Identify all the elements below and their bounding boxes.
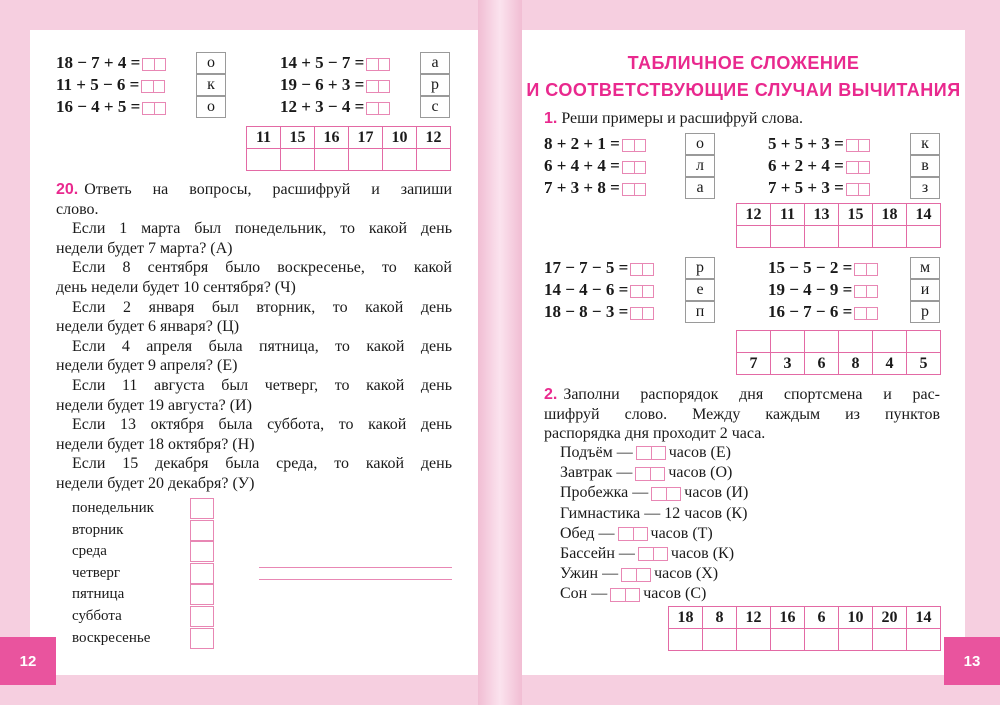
equation-text: 19 − 6 + 3 = [280,75,365,94]
code-cell: 17 [349,127,383,149]
equation-text: 14 − 4 − 6 = [544,280,629,299]
answer-box[interactable] [846,183,870,196]
equation [544,301,654,323]
equation [544,279,654,301]
schedule-item [560,504,747,524]
task-1-number: 1. [544,110,558,127]
equation-text: 16 − 4 + 5 = [56,97,141,116]
equation-text: 6 + 4 + 4 = [544,156,620,175]
code-answer-cell[interactable] [805,226,839,248]
code-cell: 11 [771,204,805,226]
code-answer-cell[interactable] [247,149,281,171]
equation-text: 16 − 7 − 6 = [768,302,853,321]
answer-box[interactable] [854,263,878,276]
task-20-line [72,258,452,278]
equation [280,74,390,96]
day-answer-box[interactable] [190,584,214,605]
day-label: пятница [72,586,125,603]
schedule-rest: часов (С) [643,585,707,603]
task-20-line [72,298,452,318]
answer-box[interactable] [630,285,654,298]
equation [768,177,870,199]
task-20-text: Если 1 марта был понедельник, то какой день [72,220,452,238]
answer-box[interactable] [630,263,654,276]
letter-box: о [196,96,226,118]
schedule-answer-box[interactable] [638,547,668,561]
code-cell: 18 [669,607,703,629]
letter-box: о [685,133,715,155]
code-cell: 14 [907,204,941,226]
answer-box[interactable] [141,80,165,93]
code-cell: 6 [805,353,839,375]
schedule-rest: часов (Е) [668,444,731,461]
code-answer-cell[interactable] [873,331,907,353]
schedule-answer-box[interactable] [610,588,640,602]
equation-text: 11 + 5 − 6 = [56,75,140,94]
day-label: вторник [72,521,124,538]
code-cell: 11 [247,127,281,149]
equation [280,96,390,118]
day-label: четверг [72,564,121,581]
code-cell: 16 [315,127,349,149]
code-answer-cell[interactable] [669,629,703,651]
task-20-text: недели будет 9 апреля? (Е) [56,357,238,375]
code-answer-cell[interactable] [737,331,771,353]
letter-box: к [910,133,940,155]
code-answer-cell[interactable] [703,629,737,651]
title-line-1: ТАБЛИЧНОЕ СЛОЖЕНИЕ [627,53,860,73]
equation-text: 17 − 7 − 5 = [544,258,629,277]
code-answer-cell[interactable] [737,226,771,248]
code-answer-cell[interactable] [873,629,907,651]
answer-box[interactable] [366,102,390,115]
letter-box: р [420,74,450,96]
task-20-text: Если 2 января был вторник, то какой день [72,298,452,316]
equation-text: 8 + 2 + 1 = [544,134,620,153]
answer-box[interactable] [366,58,390,71]
code-answer-cell[interactable] [771,331,805,353]
equation [768,301,878,323]
code-table-top [246,126,451,171]
schedule-rest: часов (К) [670,545,735,562]
schedule-answer-box[interactable] [636,446,666,460]
equation-text: 12 + 3 − 4 = [280,97,365,116]
title-line-2: И СООТВЕТСТВУЮЩИЕ СЛУЧАИ ВЫЧИТАНИЯ [526,80,961,100]
letter-box: с [420,96,450,118]
task-20-text: день недели будет 10 сентября? (Ч) [56,279,296,296]
day-answer-box[interactable] [190,606,214,627]
code-table-1 [736,203,941,248]
letter-box: а [420,52,450,74]
task-2-text: распорядка дня проходит 2 часа. [544,425,766,443]
schedule-answer-box[interactable] [618,527,648,541]
task-20-text: недели будет 20 декабря? (У) [56,475,255,492]
code-answer-cell[interactable] [839,629,873,651]
code-cell: 7 [737,353,771,375]
schedule-item [560,463,732,483]
equation [544,133,646,155]
code-answer-cell[interactable] [281,149,315,171]
equation [768,133,870,155]
task-20-line [72,219,452,239]
schedule-answer-box[interactable] [651,487,681,501]
task-20-line [56,180,452,200]
schedule-rest: часов (И) [684,484,749,502]
schedule-label: Пробежка — [560,484,649,502]
day-answer-box[interactable] [190,541,214,562]
code-answer-cell[interactable] [737,629,771,651]
code-cell: 15 [839,204,873,226]
answer-box[interactable] [854,307,878,320]
schedule-label: Ужин — [560,565,619,583]
answer-line [259,579,452,580]
equation-text: 14 + 5 − 7 = [280,53,365,72]
schedule-label: Гимнастика — 12 часов (К) [560,504,748,522]
code-answer-cell[interactable] [771,629,805,651]
book-spine [478,0,522,705]
equation [544,155,646,177]
day-label: среда [72,543,107,560]
task-20-line [72,337,452,357]
schedule-item [560,483,748,503]
schedule-item [560,443,731,463]
task-20-line [56,200,452,220]
day-answer-box[interactable] [190,498,214,519]
answer-box[interactable] [630,307,654,320]
equation [280,52,390,74]
equation [544,257,654,279]
task-20-text: Ответь на вопросы, расшифруй и запиши [84,181,452,198]
task-20-number: 20. [56,181,79,198]
task-2-number: 2. [544,386,558,403]
code-answer-cell[interactable] [907,226,941,248]
equation [768,279,878,301]
schedule-label: Подъём — [560,444,633,461]
task-20-line [56,317,452,337]
task-20-text: Если 13 октября была суббота, то какой день [72,416,452,434]
letter-box: к [196,74,226,96]
code-answer-cell[interactable] [839,331,873,353]
code-cell: 12 [737,204,771,226]
code-answer-cell[interactable] [315,149,349,171]
task-20-text: слово. [56,200,99,218]
equation [56,52,166,74]
answer-box[interactable] [854,285,878,298]
equation-text: 19 − 4 − 9 = [768,280,853,299]
code-answer-cell[interactable] [907,331,941,353]
letter-box: п [685,301,715,323]
code-cell: 8 [839,353,873,375]
letter-box: в [910,155,940,177]
code-answer-cell[interactable] [805,331,839,353]
task-20-line [72,376,452,396]
schedule-label: Бассейн — [560,545,635,562]
page-number-right: 13 [944,637,1000,685]
task-20-text: Если 4 апреля была пятница, то какой день [72,337,452,355]
equation [768,257,878,279]
task-20-text: Если 15 декабря была среда, то какой день [72,455,452,473]
code-answer-cell[interactable] [771,226,805,248]
equation-text: 15 − 5 − 2 = [768,258,853,277]
task-20-text: недели будет 6 января? (Ц) [56,318,240,336]
equation-text: 5 + 5 + 3 = [768,134,844,153]
letter-box: л [685,155,715,177]
equation-text: 6 + 2 + 4 = [768,156,844,175]
code-cell: 6 [805,607,839,629]
schedule-item [560,584,706,604]
task-20-text: Если 11 августа был четверг, то какой день [72,377,452,394]
code-answer-cell[interactable] [805,629,839,651]
task-20-line [56,474,452,494]
equation-text: 7 + 3 + 8 = [544,178,620,197]
schedule-answer-box[interactable] [635,467,665,481]
task-20-line [56,239,452,259]
task-20-text: Если 8 сентября было воскресенье, то какой [72,259,452,277]
letter-box: з [910,177,940,199]
code-cell: 12 [737,607,771,629]
code-answer-cell[interactable] [383,149,417,171]
task-20-line [56,435,452,455]
code-cell: 14 [907,607,941,629]
answer-box[interactable] [622,183,646,196]
task-2-line [544,385,940,405]
equation-text: 18 − 7 + 4 = [56,53,141,72]
schedule-rest: часов (Т) [650,524,713,542]
schedule-item [560,544,734,564]
task-20-line [56,396,452,416]
answer-box[interactable] [622,161,646,174]
code-cell: 3 [771,353,805,375]
schedule-rest: часов (О) [668,464,733,482]
day-answer-box[interactable] [190,520,214,541]
page-number-left: 12 [0,637,56,685]
schedule-item [560,564,718,584]
code-answer-cell[interactable] [839,226,873,248]
schedule-rest: часов (Х) [654,565,719,583]
equation [544,177,646,199]
code-cell: 15 [281,127,315,149]
equation-text: 18 − 8 − 3 = [544,302,629,321]
code-table-3 [668,606,941,651]
code-cell: 10 [383,127,417,149]
schedule-label: Завтрак — [560,464,633,482]
code-table-2 [736,330,941,375]
answer-box[interactable] [846,161,870,174]
task-2-text: Заполни распорядок дня спортсмена и рас- [563,386,940,403]
answer-box[interactable] [846,139,870,152]
equation [768,155,870,177]
letter-box: м [910,257,940,279]
task-20-line [56,278,452,298]
day-label: воскресенье [72,629,151,646]
code-cell: 20 [873,607,907,629]
schedule-label: Обед — [560,524,615,542]
task-20-line [72,415,452,435]
code-cell: 18 [873,204,907,226]
task-20-line [56,356,452,376]
code-cell: 4 [873,353,907,375]
code-answer-cell[interactable] [349,149,383,171]
code-answer-cell[interactable] [417,149,451,171]
task-20-line [72,454,452,474]
code-answer-cell[interactable] [873,226,907,248]
code-cell: 13 [805,204,839,226]
answer-box[interactable] [142,102,166,115]
letter-box: р [685,257,715,279]
task-2-text: шифруй слово. Между каждым из пунктов [544,405,940,423]
code-cell: 12 [417,127,451,149]
letter-box: е [685,279,715,301]
task-2-line [544,405,940,425]
code-cell: 16 [771,607,805,629]
code-answer-cell[interactable] [907,629,941,651]
day-answer-box[interactable] [190,628,214,649]
answer-box[interactable] [142,58,166,71]
letter-box: р [910,301,940,323]
code-cell: 5 [907,353,941,375]
schedule-item [560,524,713,544]
answer-box[interactable] [366,80,390,93]
task-20-text: недели будет 18 октября? (Н) [56,435,255,453]
task-20-text: недели будет 7 марта? (А) [56,239,233,257]
code-cell: 10 [839,607,873,629]
answer-box[interactable] [622,139,646,152]
task-1-text: Реши примеры и расшифруй слова. [561,110,804,127]
equation [56,96,166,118]
letter-box: а [685,177,715,199]
day-label: суббота [72,608,122,624]
task-1-heading [544,109,803,129]
day-answer-box[interactable] [190,563,214,584]
task-20-text: недели будет 19 августа? (И) [56,396,252,414]
letter-box: и [910,279,940,301]
equation-text: 7 + 5 + 3 = [768,178,844,197]
code-cell: 8 [703,607,737,629]
day-label: понедельник [72,500,154,516]
task-2-line [544,424,940,444]
schedule-answer-box[interactable] [621,568,651,582]
equation [56,74,165,96]
schedule-label: Сон — [560,585,608,603]
answer-line [259,567,452,568]
letter-box: о [196,52,226,74]
